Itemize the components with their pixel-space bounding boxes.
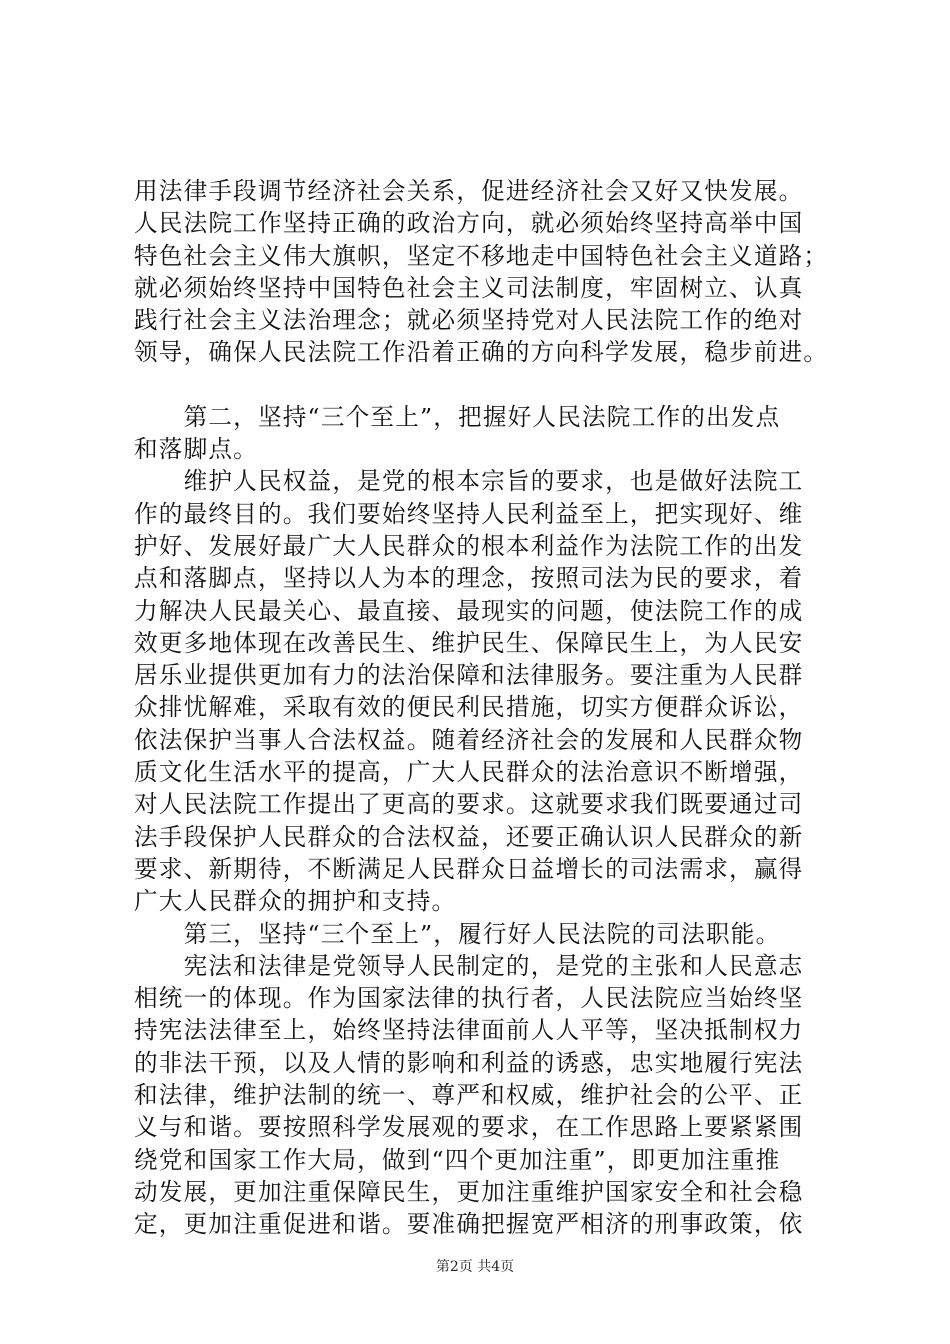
text-line: 持宪法法律至上，始终坚持法律面前人人平等，坚决抵制权力 [134, 1016, 804, 1045]
paragraph-gap [134, 369, 824, 401]
document-body [134, 175, 829, 1241]
text-line: 义与和谐。要按照科学发展观的要求，在工作思路上要紧紧围 [134, 1113, 804, 1142]
text-line: 定，更加注重促进和谐。要准确把握宽严相济的刑事政策，依 [134, 1210, 804, 1239]
text-line: 就必须始终坚持中国特色社会主义司法制度，牢固树立、认真 [134, 273, 804, 302]
text-line: 居乐业提供更加有力的法治保障和法律服务。要注重为人民群 [134, 661, 804, 690]
text-line: 领导，确保人民法院工作沿着正确的方向科学发展，稳步前进。 [134, 338, 829, 367]
text-line: 和法律，维护法制的统一、尊严和权威，维护社会的公平、正 [134, 1081, 804, 1110]
text-line: 特色社会主义伟大旗帜，坚定不移地走中国特色社会主义道路； [134, 241, 829, 270]
text-line: 质文化生活水平的提高，广大人民群众的法治意识不断增强， [134, 758, 804, 787]
text-line: 维护人民权益，是党的根本宗旨的要求，也是做好法院工 [134, 467, 804, 496]
text-line: 护好、发展好最广大人民群众的根本利益作为法院工作的出发 [134, 531, 804, 560]
text-line: 第三，坚持“三个至上”，履行好人民法院的司法职能。 [134, 919, 781, 948]
text-line: 第二，坚持“三个至上”，把握好人民法院工作的出发点 [134, 402, 781, 431]
text-line: 众排忧解难，采取有效的便民利民措施，切实方便群众诉讼， [134, 693, 804, 722]
text-line: 对人民法院工作提出了更高的要求。这就要求我们既要通过司 [134, 790, 804, 819]
text-line: 和落脚点。 [134, 435, 258, 464]
text-line: 力解决人民最关心、最直接、最现实的问题，使法院工作的成 [134, 596, 804, 625]
text-line: 用法律手段调节经济社会关系，促进经济社会又好又快发展。 [134, 177, 804, 205]
text-line: 作的最终目的。我们要始终坚持人民利益至上，把实现好、维 [134, 499, 804, 528]
text-line: 依法保护当事人合法权益。随着经济社会的发展和人民群众物 [134, 725, 804, 754]
text-line: 人民法院工作坚持正确的政治方向，就必须始终坚持高举中国 [134, 209, 804, 238]
page-footer: 第2页 共4页 [435, 1259, 515, 1275]
text-line: 点和落脚点，坚持以人为本的理念，按照司法为民的要求，着 [134, 564, 804, 593]
text-line: 动发展，更加注重保障民生，更加注重维护国家安全和社会稳 [134, 1177, 804, 1206]
text-line: 法手段保护人民群众的合法权益，还要正确认识人民群众的新 [134, 822, 804, 851]
text-line: 效更多地体现在改善民生、维护民生、保障民生上，为人民安 [134, 628, 804, 657]
text-line: 广大人民群众的拥护和支持。 [134, 887, 457, 916]
text-line: 要求、新期待，不断满足人民群众日益增长的司法需求，赢得 [134, 854, 804, 883]
text-line: 相统一的体现。作为国家法律的执行者，人民法院应当始终坚 [134, 984, 804, 1013]
text-line: 宪法和法律是党领导人民制定的，是党的主张和人民意志 [134, 951, 804, 980]
text-line: 践行社会主义法治理念；就必须坚持党对人民法院工作的绝对 [134, 306, 804, 335]
text-line: 的非法干预，以及人情的影响和利益的诱惑，忠实地履行宪法 [134, 1048, 804, 1077]
text-line: 绕党和国家工作大局，做到“四个更加注重”，即更加注重推 [134, 1145, 781, 1174]
